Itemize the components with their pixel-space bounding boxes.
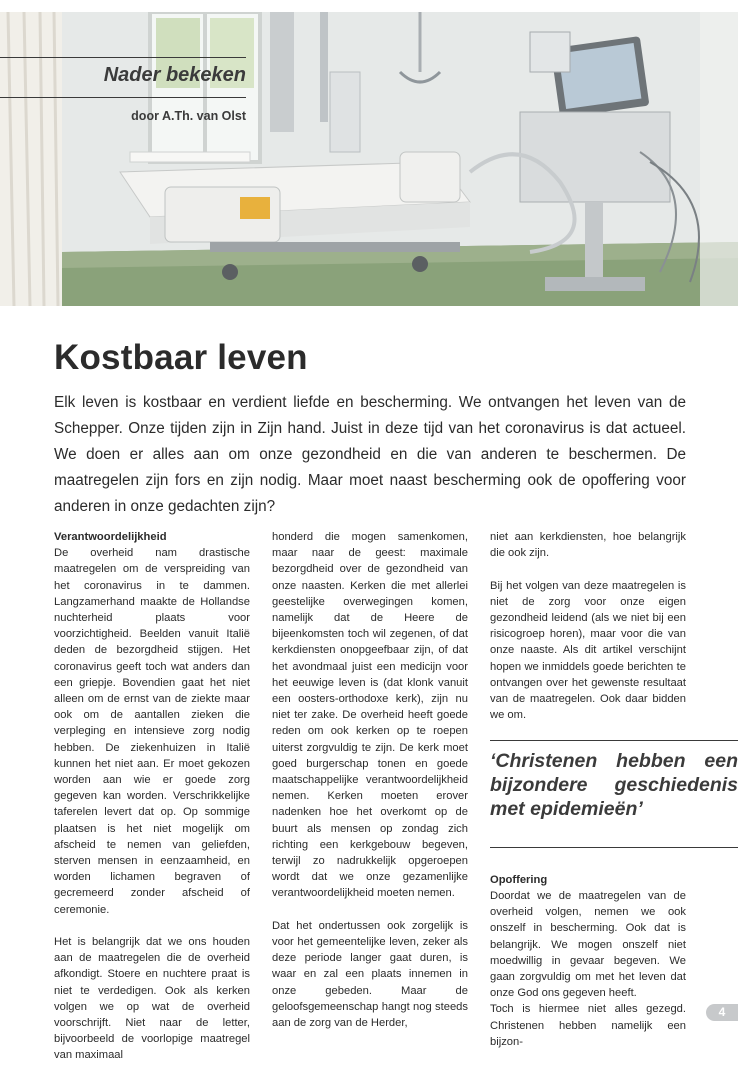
series-title: Nader bekeken: [103, 64, 246, 86]
column-2: [272, 529, 468, 1047]
article-lead: Elk leven is kostbaar en verdient liefde en bescherming. We ontvangen het leven van de Schepper. Onze tijden zijn in Zijn hand. Juist in deze tijd van het coronavirus is dat actueel. We doen er alles aan om onze gezondheid en die van anderen te beschermen. De maatregelen zijn fors en zijn nodig. Maar moet naast bescherming ook de opoffering voor anderen in onze gedachten zijn?: [54, 394, 686, 515]
column-1: [54, 529, 250, 1080]
paragraph: honderd die mogen samenkomen, maar naar de geest: maximale bezorgdheid over de gezondheid van onze naasten. Kerken die met allerlei geestelijke overwegingen komen, namelijk dat de Heere de bijeenkomsten toch wil zegenen, of dat kerkdiensten onopgeefbaar zijn, of dat het avondmaal juist een medicijn voor het eeuwige leven is (dat klonk vanuit een oosters-orthodoxe kerk), zijn nu niet ter zake. De overheid heeft goede reden om ook kerken op te roepen uiterst zorgvuldig te zijn. De kerk moet goed burgerschap tonen en goede maatschappelijke verantwoordelijkheid nemen. Kerken moeten erover nadenken hoe het overkomt op de buurt als mensen op zondag zich richting een kerkgebouw begeven, terwijl zo nadrukkelijk opgeroepen wordt dat we onze gezamenlijke verantwoordelijkheid moeten nemen.: [272, 531, 468, 900]
paragraph: Dat het ondertussen ook zorgelijk is voor het gemeentelijke leven, zeker als deze periode langer gaat duren, is waar en zal een plaats innemen in onze gebeden. Maar de geloofsgemeenschap hangt nog steeds aan de zorg van de Herder,: [272, 919, 468, 1030]
title-rule-top: [0, 57, 246, 58]
paragraph: Bij het volgen van deze maatregelen is niet de zorg voor onze eigen gezondheid leidend (als we niet bij een risicogroep horen), maar voor die van onze naaste. Als dit artikel verschijnt hopen we inmiddels goede berichten te ontvangen over het gewenste resultaat van de maatregelen. Ook daar bidden we om.: [490, 579, 686, 722]
byline: door A.Th. van Olst: [131, 109, 246, 123]
title-rule-bottom: [0, 97, 246, 98]
paragraph: niet aan kerkdiensten, hoe belangrijk die ook zijn.: [490, 531, 686, 560]
pull-quote-text: ‘Christenen hebben een bijzondere geschiedenis met epidemieën’: [490, 749, 738, 820]
page-number: 4: [706, 1004, 738, 1021]
pull-quote: [490, 740, 738, 848]
article-title: Kostbaar leven: [54, 338, 308, 377]
paragraph: Doordat we de maatregelen van de overheid volgen, nemen we ook onszelf in bescherming. Ook dat is belangrijk. We mogen onszelf niet moedwillig in gevaar begeven. We gaan zorgvuldig om met het leven dat onze God ons gegeven heeft.: [490, 890, 686, 1000]
paragraph: De overheid nam drastische maatregelen om de verspreiding van het coronavirus in te dammen. Langzamerhand maakte de Hollandse nuchterheid plaats voor voorzichtigheid. Beelden vanuit Italië deden de bezorgdheid stijgen. Het coronavirus geeft toch wat anders dan een griepje. Bovendien gaat het niet alleen om de ernst van de ziekte maar ook om de aantallen zieken die verpleging en intensieve zorg nodig hebben. De ziekenhuizen in Italië kunnen het niet aan. Er moet gekozen worden aan wie er goede zorg gegeven kan worden. Verschrikkelijke taferelen levert dat op. Op sommige plaatsen is het niet mogelijk om afscheid te nemen van geliefden, sterven mensen in eenzaamheid, en worden lichamen begraven of gecremeerd zonder afscheid of ceremonie.: [54, 547, 250, 916]
column-3: [490, 529, 738, 1066]
section-heading-opoffering: Opoffering: [490, 873, 548, 886]
section-heading-verantwoordelijkheid: Verantwoordelijkheid: [54, 531, 167, 543]
paragraph: Toch is hiermee niet alles gezegd. Christenen hebben namelijk een bijzon-: [490, 1003, 686, 1048]
paragraph: Het is belangrijk dat we ons houden aan de maatregelen die de overheid afkondigt. Stoere en nuchtere praat is niet te verdedigen. Ook als kerken volgen we op wat de overheid voorschrijft. Niet naar de letter, bijvoorbeeld de voorlopige maatregel van maximaal: [54, 936, 250, 1062]
